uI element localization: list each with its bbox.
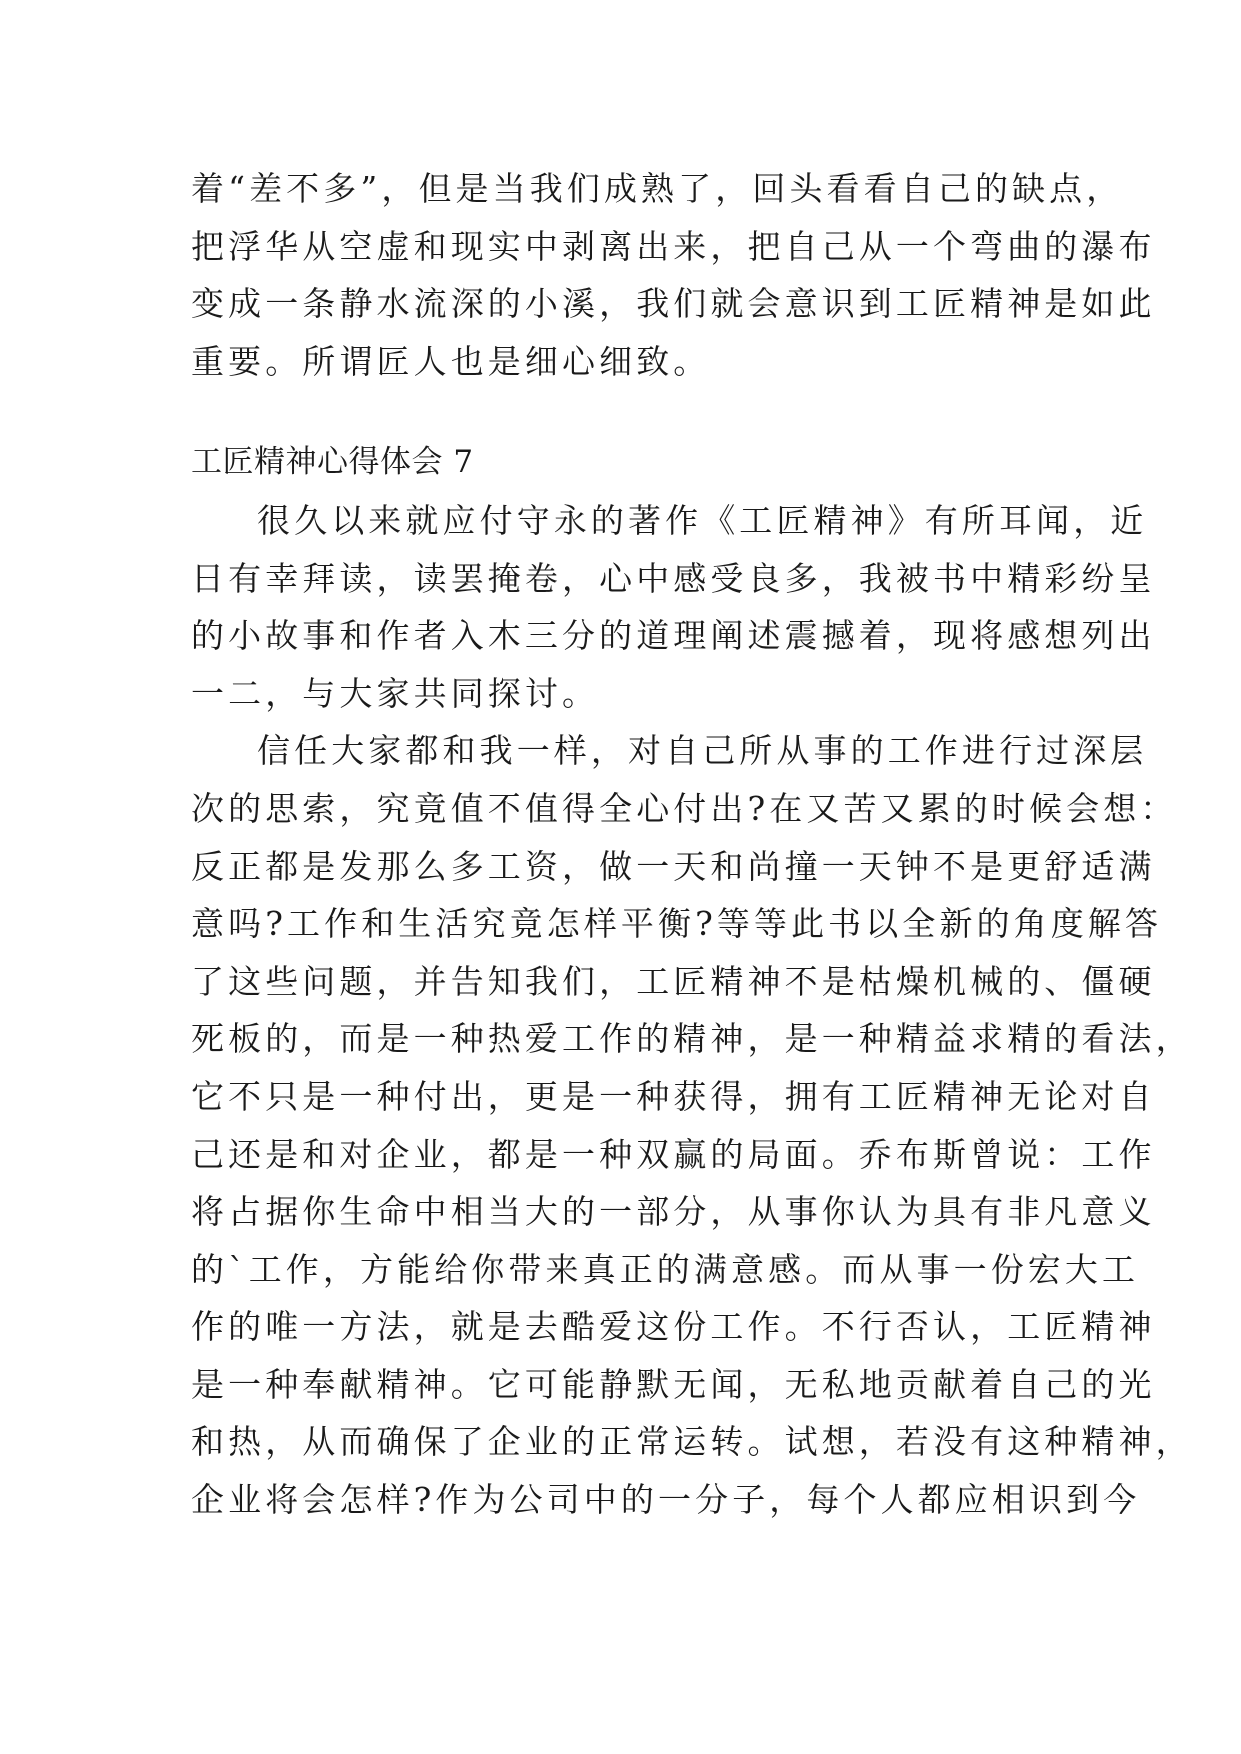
text-line: 一二，与大家共同探讨。	[191, 673, 600, 713]
text-line: 把浮华从空虚和现实中剥离出来，把自己从一个弯曲的瀑布	[191, 226, 1156, 266]
text-line: 变成一条静水流深的小溪，我们就会意识到工匠精神是如此	[191, 284, 1156, 324]
text-line: 死板的，而是一种热爱工作的精神，是一种精益求精的看法，	[191, 1019, 1193, 1059]
text-line: 重要。所谓匠人也是细心细致。	[191, 341, 711, 381]
text-line: 反正都是发那么多工资，做一天和尚撞一天钟不是更舒适满	[191, 846, 1156, 886]
text-line: 将占据你生命中相当大的一部分，从事你认为具有非凡意义	[191, 1192, 1156, 1232]
section-heading: 工匠精神心得体会 7	[191, 444, 474, 481]
continuation-paragraph	[191, 160, 1156, 390]
text-line: 的`工作，方能给你带来真正的满意感。而从事一份宏大工	[191, 1249, 1140, 1289]
paragraph-2	[191, 722, 1193, 1528]
text-line: 了这些问题，并告知我们，工匠精神不是枯燥机械的、僵硬	[191, 961, 1156, 1001]
paragraph-1	[191, 492, 1156, 722]
text-line: 和热，从而确保了企业的正常运转。试想，若没有这种精神，	[191, 1422, 1193, 1462]
text-line: 很久以来就应付守永的著作《工匠精神》有所耳闻，近	[257, 500, 1148, 540]
text-line: 作的唯一方法，就是去酷爱这份工作。不行否认，工匠精神	[191, 1307, 1156, 1347]
text-line: 是一种奉献精神。它可能静默无闻，无私地贡献着自己的光	[191, 1364, 1156, 1404]
text-line: 它不只是一种付出，更是一种获得，拥有工匠精神无论对自	[191, 1076, 1156, 1116]
text-line: 着“差不多”，但是当我们成熟了，回头看看自己的缺点，	[191, 169, 1124, 208]
document-body	[191, 160, 1193, 1529]
text-line: 意吗?工作和生活究竟怎样平衡?等等此书以全新的角度解答	[191, 904, 1163, 944]
text-line: 次的思索，究竟值不值得全心付出?在又苦又累的时候会想：	[191, 788, 1178, 828]
text-line: 的小故事和作者入木三分的道理阐述震撼着，现将感想列出	[191, 616, 1156, 656]
text-line: 日有幸拜读，读罢掩卷，心中感受良多，我被书中精彩纷呈	[191, 558, 1156, 598]
text-line: 企业将会怎样?作为公司中的一分子，每个人都应相识到今	[191, 1480, 1141, 1520]
text-line: 己还是和对企业，都是一种双赢的局面。乔布斯曾说：工作	[191, 1134, 1156, 1174]
text-line: 信任大家都和我一样，对自己所从事的工作进行过深层	[257, 731, 1148, 771]
